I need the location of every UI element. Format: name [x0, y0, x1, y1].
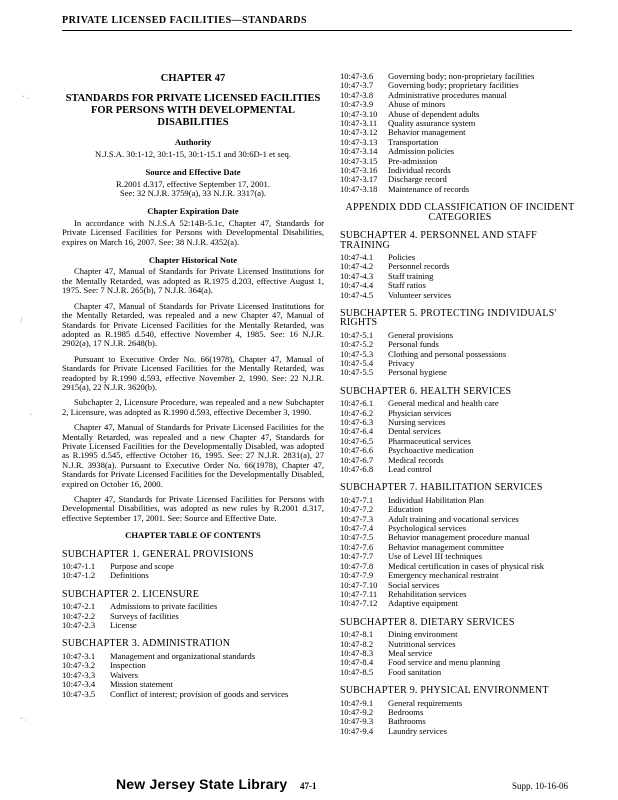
toc-entry	[340, 399, 580, 408]
section-number: 10:47-6.4	[340, 426, 374, 437]
section-number: 10:47-3.16	[340, 165, 378, 176]
section-number: 10:47-3.12	[340, 127, 378, 138]
scan-mark: ˘ ·	[20, 716, 28, 725]
section-title: Behavior management procedure manual	[388, 532, 530, 543]
section-number: 10:47-3.9	[340, 99, 374, 110]
running-head: PRIVATE LICENSED FACILITIES—STANDARDS	[62, 15, 308, 26]
section-number: 10:47-3.3	[62, 669, 96, 680]
history-heading: Chapter Historical Note	[148, 255, 238, 266]
section-title: Nursing services	[388, 417, 446, 427]
section-title: Administrative procedures manual	[388, 89, 507, 100]
section-title: Quality assurance system	[388, 118, 476, 129]
section-title: Individual records	[388, 165, 451, 176]
section-title: Dental services	[388, 426, 441, 437]
left-toc	[62, 550, 324, 699]
toc-entry	[340, 658, 580, 667]
toc-entry	[340, 359, 580, 368]
section-number: 10:47-5.2	[340, 339, 374, 350]
toc-entry	[62, 562, 324, 571]
section-number: 10:47-9.3	[340, 716, 374, 727]
authority-heading: Authority	[174, 137, 212, 148]
section-number: 10:47-7.2	[340, 504, 374, 515]
section-title: Purpose and scope	[110, 561, 174, 572]
section-number: 10:47-6.5	[340, 435, 374, 446]
section-number: 10:47-7.6	[340, 541, 374, 552]
section-title: Inspection	[110, 660, 146, 671]
toc-entry	[62, 652, 324, 661]
section-title: Physician services	[388, 407, 452, 418]
section-number: 10:47-3.5	[62, 688, 96, 699]
section-number: 10:47-7.9	[340, 570, 374, 581]
section-title: Policies	[388, 251, 416, 262]
section-number: 10:47-5.5	[340, 367, 374, 378]
toc-entry	[340, 262, 580, 271]
section-title: Personal hygiene	[388, 367, 447, 378]
section-title: Bedrooms	[388, 706, 424, 717]
section-title: Privacy	[388, 357, 415, 368]
page-number: 47-1	[300, 781, 317, 791]
section-title: Social services	[388, 579, 440, 590]
subchapter-sections	[62, 602, 324, 630]
section-number: 10:47-3.17	[340, 174, 378, 185]
section-title: Governing body; proprietary facilities	[388, 80, 519, 91]
section-number: 10:47-6.6	[340, 445, 374, 456]
history-paragraph: Subchapter 2, Licensure Procedure, was repealed and a new Subchapter 2, Licensure, was adopted as R.1990 d.593, effective December 3, 1990.	[62, 397, 324, 417]
section-number: 10:47-7.5	[340, 532, 374, 543]
section-title: General requirements	[388, 697, 463, 708]
toc-entry	[62, 621, 324, 630]
section-number: 10:47-6.7	[340, 454, 374, 465]
subchapter-title: SUBCHAPTER 2. LICENSURE	[62, 588, 200, 600]
section-number: 10:47-6.3	[340, 417, 374, 427]
history-paragraph: Pursuant to Executive Order No. 66(1978), Chapter 47, Manual of Standards for Private Licensed Facilities for the Mentally Retarded, was readopted by R.1990 d.593, effective November 2, 1990. See: 22 N.J.R. 2915(a), 22 N.J.R. 3620(b).	[62, 353, 324, 392]
section-title: Rehabilitation services	[388, 588, 467, 599]
section-number: 10:47-9.2	[340, 706, 374, 717]
section-number: 10:47-7.7	[340, 551, 374, 562]
section-number: 10:47-4.4	[340, 280, 374, 291]
toc-entry	[340, 496, 580, 505]
section-title: Maintenance of records	[388, 183, 470, 194]
toc-entry	[340, 727, 580, 736]
section-title: Staff training	[388, 270, 434, 281]
section-title: Definitions	[110, 570, 149, 581]
toc-entry	[340, 640, 580, 649]
scan-mark: ˘ ·	[22, 94, 30, 103]
right-column	[340, 72, 580, 736]
section-number: 10:47-8.3	[340, 647, 374, 658]
toc-entry	[340, 465, 580, 474]
subchapter-sections	[340, 253, 580, 300]
section-number: 10:47-8.5	[340, 666, 374, 677]
section-number: 10:47-3.2	[62, 660, 96, 671]
section-number: 10:47-8.1	[340, 629, 374, 640]
toc-entry	[62, 671, 324, 680]
toc-entry	[340, 91, 580, 100]
section-number: 10:47-4.2	[340, 261, 374, 272]
subchapter-title: SUBCHAPTER 8. DIETARY SERVICES	[340, 616, 515, 628]
subchapter-title: SUBCHAPTER 1. GENERAL PROVISIONS	[62, 548, 254, 560]
section-number: 10:47-8.4	[340, 657, 374, 668]
toc-entry	[340, 717, 580, 726]
section-title: Governing body; non-proprietary facilities	[388, 71, 535, 81]
toc-entry	[340, 350, 580, 359]
toc-entry	[62, 661, 324, 670]
section-title: Dining environment	[388, 629, 458, 640]
subchapter-sections	[62, 652, 324, 699]
section-number: 10:47-1.2	[62, 570, 96, 581]
source-text: R.2001 d.317, effective September 17, 2001.	[115, 178, 271, 189]
section-title: Emergency mechanical restraint	[388, 570, 499, 581]
toc-entry	[340, 630, 580, 639]
scan-mark: /	[20, 316, 23, 325]
toc-entry	[340, 708, 580, 717]
section-number: 10:47-5.4	[340, 357, 374, 368]
section-number: 10:47-3.6	[340, 71, 374, 81]
section-number: 10:47-8.2	[340, 638, 374, 649]
section-number: 10:47-3.14	[340, 146, 378, 157]
section-title: Food service and menu planning	[388, 657, 501, 668]
header-rule	[62, 30, 572, 31]
toc-entry	[340, 668, 580, 677]
section-number: 10:47-7.8	[340, 560, 374, 571]
toc-entry	[62, 602, 324, 611]
section-number: 10:47-7.1	[340, 494, 374, 505]
scan-mark: ′	[30, 412, 32, 421]
section-title: Medical records	[388, 454, 444, 465]
section-title: Conflict of interest; provision of goods and services	[110, 688, 289, 699]
section-title: General medical and health care	[388, 398, 499, 409]
section-number: 10:47-5.1	[340, 329, 374, 340]
section-number: 10:47-3.18	[340, 183, 378, 194]
toc-heading: CHAPTER TABLE OF CONTENTS	[125, 530, 261, 541]
section-number: 10:47-9.1	[340, 697, 374, 708]
chapter-title: STANDARDS FOR PRIVATE LICENSED FACILITIES FOR PERSONS WITH DEVELOPMENTAL DISABILITIES	[65, 93, 321, 129]
toc-entry	[340, 185, 580, 194]
toc-entry	[340, 446, 580, 455]
section-title: Meal service	[388, 647, 433, 658]
authority-text: N.J.S.A. 30:1-12, 30:1-15, 30:1-15.1 and 30:6D-1 et seq.	[95, 148, 291, 159]
source-see: See: 32 N.J.R. 3759(a), 33 N.J.R. 3317(a).	[119, 188, 267, 199]
section-title: Clothing and personal possessions	[388, 348, 507, 359]
section-title: Education	[388, 504, 423, 515]
toc-entry	[340, 409, 580, 418]
section-title: Staff ratios	[388, 280, 426, 291]
section-title: Behavior management committee	[388, 541, 504, 552]
section-number: 10:47-3.10	[340, 108, 378, 119]
section-number: 10:47-3.1	[62, 650, 96, 661]
subchapter-sections	[340, 399, 580, 474]
section-title: Pre-admission	[388, 155, 438, 166]
chapter-label: CHAPTER 47	[160, 73, 226, 84]
section-number: 10:47-9.4	[340, 725, 374, 736]
section-title: Personnel records	[388, 261, 450, 272]
section-number: 10:47-3.13	[340, 136, 378, 147]
subchapter-sections	[340, 630, 580, 677]
section-number: 10:47-5.3	[340, 348, 374, 359]
expiration-text: In accordance with N.J.S.A 52:14B-5.1c, Chapter 47, Standards for Private Licensed Facilities for Persons with Developmental Disabilities, expires on March 16, 2007. See: 38 N.J.R. 4352(a).	[62, 217, 324, 247]
section-title: Food sanitation	[388, 666, 442, 677]
subchapter-title: SUBCHAPTER 6. HEALTH SERVICES	[340, 385, 512, 397]
appendix-title: APPENDIX DDD CLASSIFICATION OF INCIDENT CATEGORIES	[345, 202, 575, 223]
section-title: Admissions to private facilities	[110, 601, 218, 612]
subchapter-title: SUBCHAPTER 5. PROTECTING INDIVIDUALS' RIGHTS	[340, 307, 557, 329]
toc-entry	[340, 699, 580, 708]
section-title: Pharmaceutical services	[388, 435, 471, 446]
source-heading: Source and Effective Date	[145, 167, 241, 178]
library-stamp: New Jersey State Library	[116, 776, 288, 792]
toc-entry	[340, 418, 580, 427]
history-paragraph: Chapter 47, Manual of Standards for Private Licensed Institutions for the Mentally Retarded, was repealed and a new Chapter 47, Manual of Standards for Private Licensed Facilities for the Mentally Retarded, was adopted as R.1985 d.540, effective November 4, 1985. See: 16 N.J.R. 2902(a), 17 N.J.R. 2648(b).	[62, 300, 324, 349]
toc-entry	[340, 599, 580, 608]
section-number: 10:47-3.7	[340, 80, 374, 91]
section-title: Personal funds	[388, 339, 439, 350]
toc-entry	[62, 612, 324, 621]
subchapter-sections	[340, 699, 580, 737]
section-title: Volunteer services	[388, 289, 452, 300]
section-title: Nutritional services	[388, 638, 456, 649]
section-title: Laundry services	[388, 725, 447, 736]
section-number: 10:47-7.12	[340, 598, 378, 609]
section-title: Bathrooms	[388, 716, 426, 727]
section-title: Transportation	[388, 136, 439, 147]
section-number: 10:47-6.8	[340, 464, 374, 475]
subchapter-title: SUBCHAPTER 7. HABILITATION SERVICES	[340, 482, 543, 494]
history-paragraph: Chapter 47, Standards for Private Licensed Facilities for Persons with Developmental Disabilities, was adopted as new rules by R.2001 d.317, effective September 17, 2001. See: Source and Effective Date.	[62, 494, 324, 523]
toc-entry	[340, 281, 580, 290]
section-number: 10:47-4.3	[340, 270, 374, 281]
section-number: 10:47-3.11	[340, 118, 378, 129]
section-title: Medical certification in cases of physical risk	[388, 560, 545, 571]
section-number: 10:47-3.4	[62, 679, 96, 690]
right-toc	[340, 231, 580, 736]
section-number: 10:47-4.5	[340, 289, 374, 300]
subchapter-3-continued	[340, 72, 580, 194]
toc-entry	[340, 456, 580, 465]
section-title: Adult training and vocational services	[388, 513, 519, 524]
expiration-heading: Chapter Expiration Date	[147, 206, 239, 217]
history-paragraph: Chapter 47, Manual of Standards for Private Licensed Institutions for the Mentally Retarded, was adopted as R.1975 d.203, effective August 1, 1975. See: 7 N.J.R. 265(b), 7 N.J.R. 364(a).	[62, 266, 324, 296]
subchapter-title: SUBCHAPTER 4. PERSONNEL AND STAFF TRAINING	[340, 230, 537, 251]
section-title: Admission policies	[388, 146, 455, 157]
section-number: 10:47-3.8	[340, 89, 374, 100]
subchapter-sections	[340, 496, 580, 609]
section-number: 10:47-1.1	[62, 561, 96, 572]
section-number: 10:47-6.1	[340, 398, 374, 409]
subchapter-title: SUBCHAPTER 3. ADMINISTRATION	[62, 638, 231, 650]
toc-entry	[340, 368, 580, 377]
toc-entry	[340, 253, 580, 262]
section-number: 10:47-2.2	[62, 610, 96, 621]
section-title: Mission statement	[110, 679, 173, 690]
section-title: Surveys of facilities	[110, 610, 179, 621]
section-title: License	[110, 620, 137, 631]
section-number: 10:47-7.11	[340, 588, 378, 599]
section-title: General provisions	[388, 329, 454, 340]
section-number: 10:47-7.4	[340, 523, 374, 534]
section-number: 10:47-2.3	[62, 620, 96, 631]
section-title: Individual Habilitation Plan	[388, 494, 484, 505]
section-title: Adaptive equipment	[388, 598, 458, 609]
history-notes	[62, 267, 324, 523]
section-number: 10:47-3.15	[340, 155, 378, 166]
section-number: 10:47-6.2	[340, 407, 374, 418]
section-number: 10:47-7.3	[340, 513, 374, 524]
subchapter-sections	[62, 562, 324, 581]
section-title: Lead control	[388, 464, 432, 475]
subchapter-title: SUBCHAPTER 9. PHYSICAL ENVIRONMENT	[340, 685, 549, 697]
section-number: 10:47-4.1	[340, 251, 374, 262]
section-title: Abuse of dependent adults	[388, 108, 480, 119]
section-title: Behavior management	[388, 127, 466, 138]
section-title: Abuse of minors	[388, 99, 446, 110]
section-title: Psychoactive medication	[388, 445, 474, 456]
section-title: Waivers	[110, 669, 138, 680]
supplement-date: Supp. 10-16-06	[512, 781, 568, 791]
toc-entry	[340, 331, 580, 340]
history-paragraph: Chapter 47, Manual of Standards for Private Licensed Facilities for the Mentally Retarded, was repealed and a new Chapter 47, Standards for Private Licensed Facilities for the Developmentally Disabled, was adopted as R.1995 d.545, effective October 16, 1995. See: 27 N.J.R. 2831(a), 27 N.J.R. 3938(a). Pursuant to Executive Order No. 66(1978), Chapter 47, Standards for Private Licensed Facilities for the Developmentally Disabled, expired on October 16, 2000.	[62, 422, 324, 489]
toc-entry	[340, 272, 580, 281]
section-number: 10:47-2.1	[62, 601, 96, 612]
section-title: Psychological services	[388, 523, 467, 534]
toc-entry	[62, 571, 324, 580]
section-number: 10:47-7.10	[340, 579, 378, 590]
left-column	[62, 72, 324, 699]
section-title: Use of Level III techniques	[388, 551, 483, 562]
toc-entry	[62, 690, 324, 699]
section-title: Management and organizational standards	[110, 650, 256, 661]
section-title: Discharge record	[388, 174, 447, 185]
toc-entry	[340, 291, 580, 300]
subchapter-sections	[340, 331, 580, 378]
